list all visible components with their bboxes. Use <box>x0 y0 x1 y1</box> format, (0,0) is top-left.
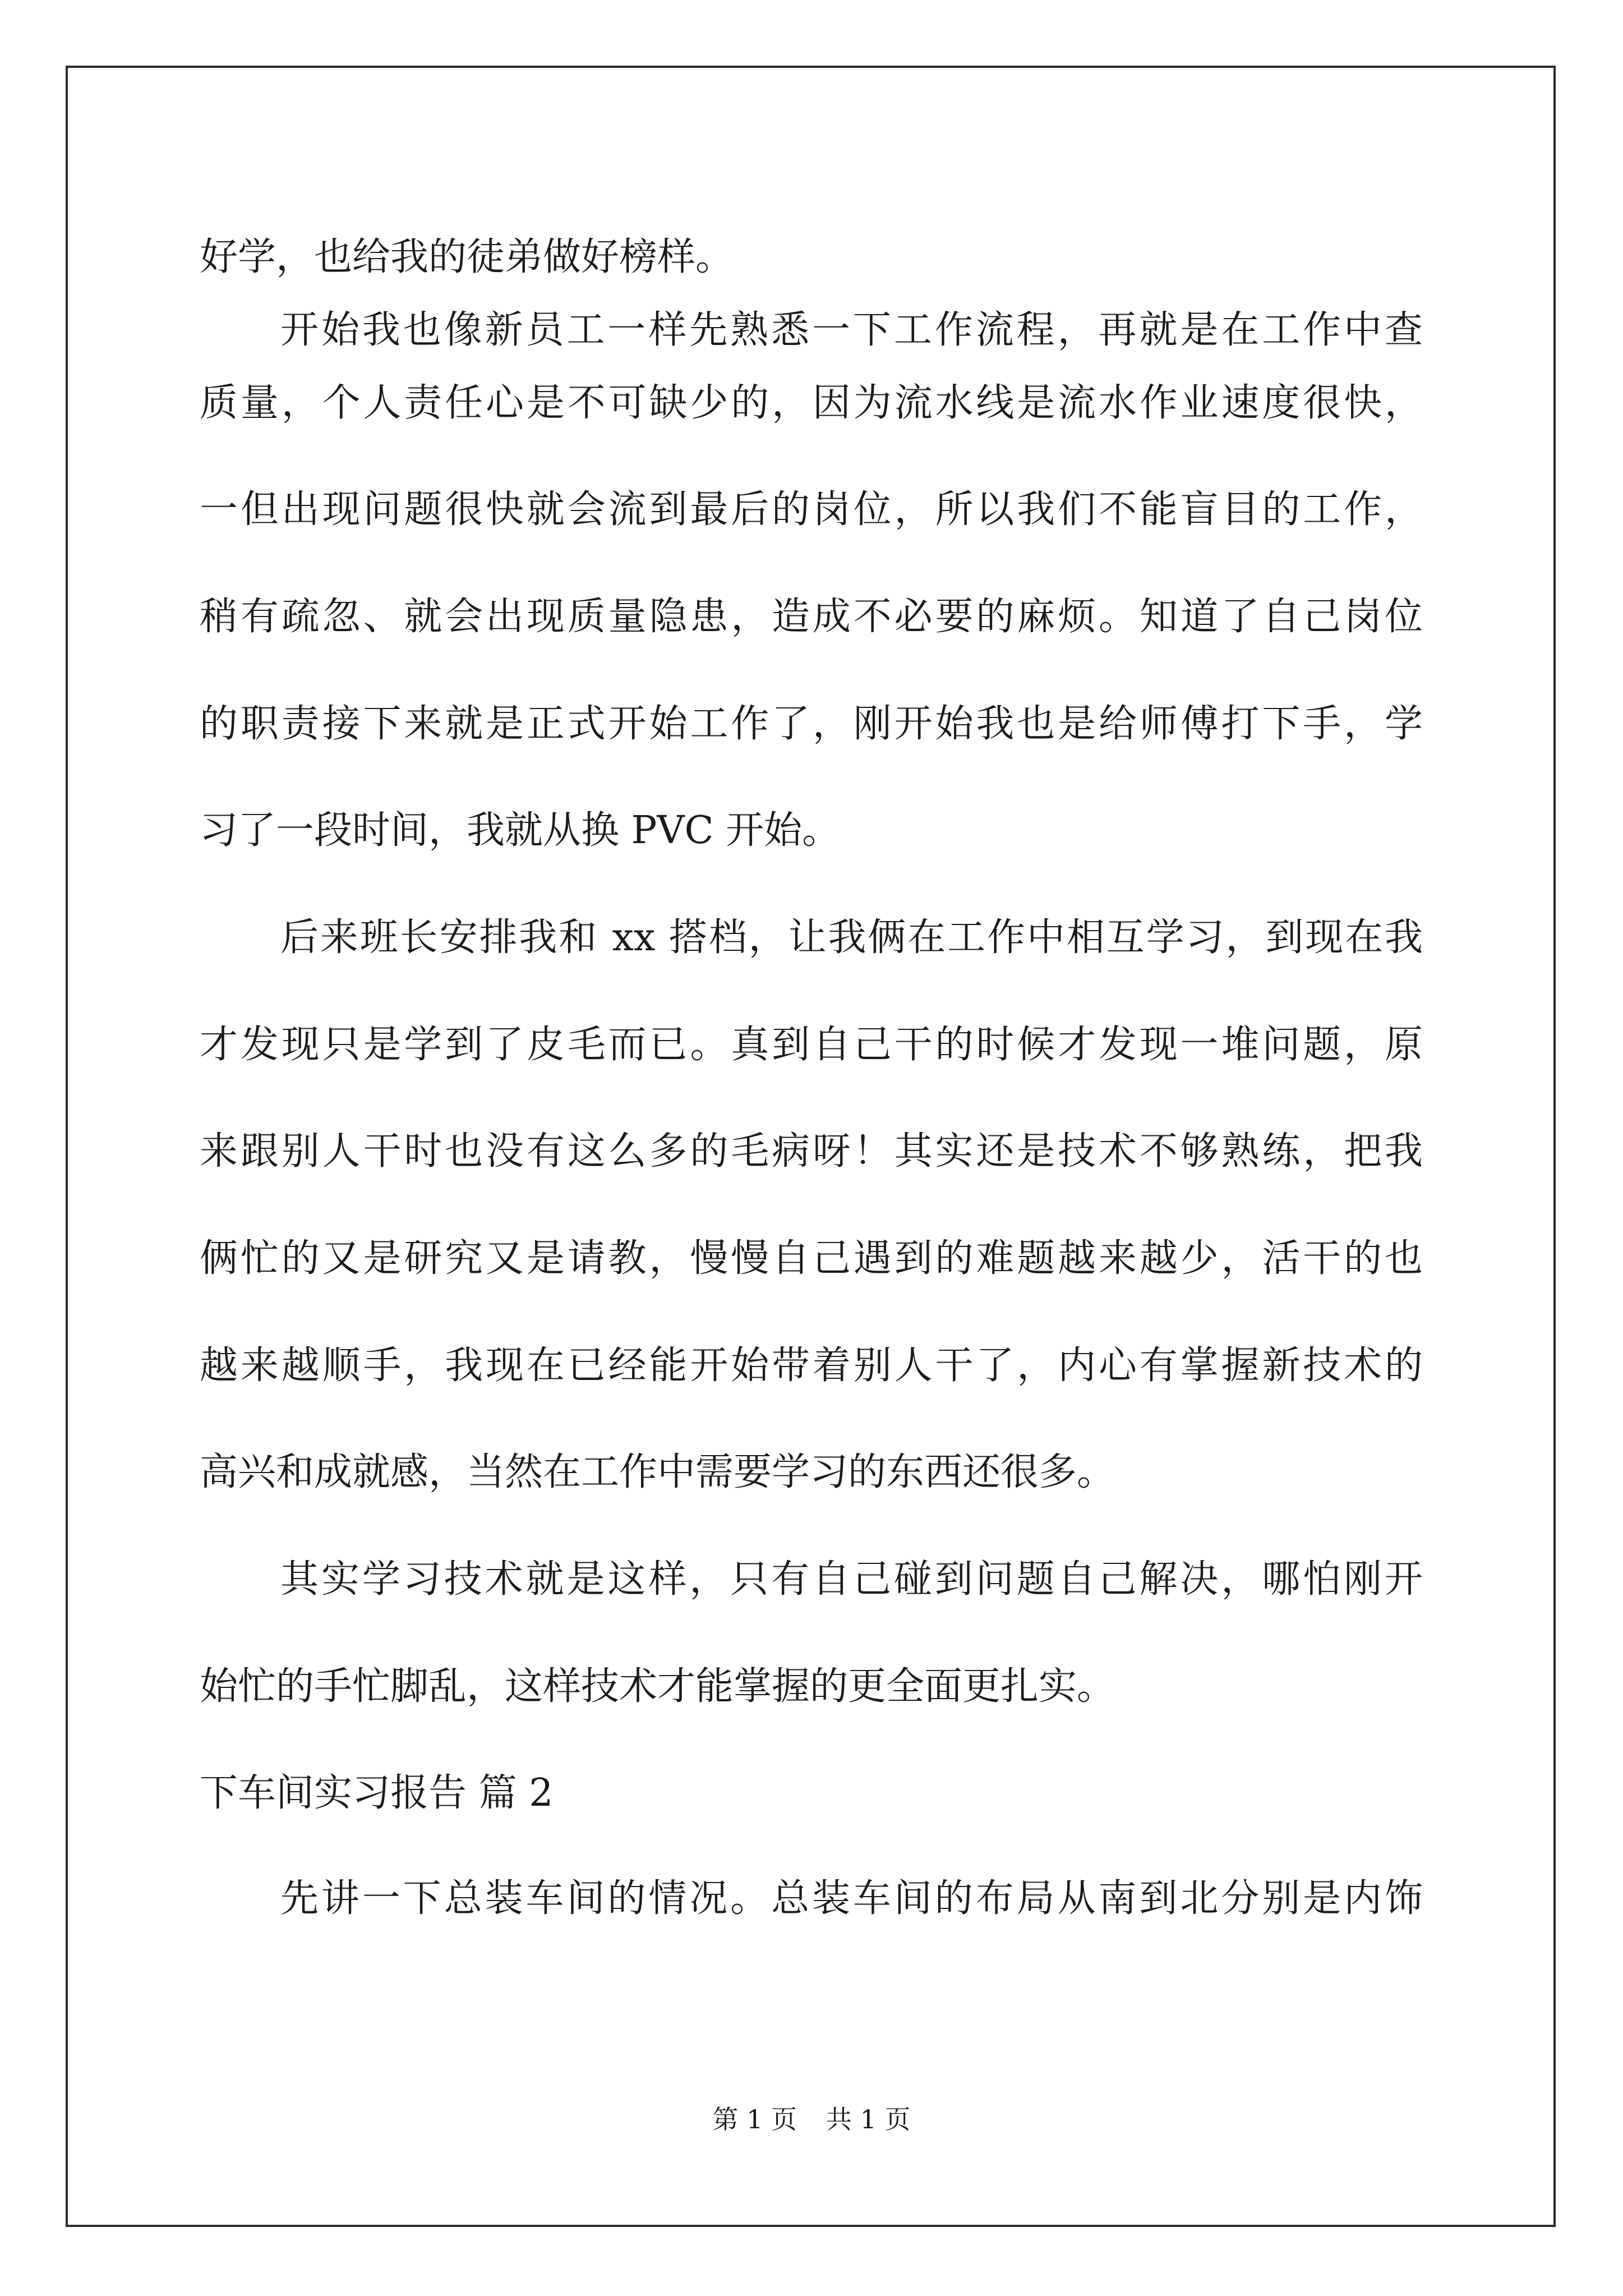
text-line: 好学，也给我的徒弟做好榜样。 <box>200 235 734 279</box>
text-line: 习了一段时间，我就从换 PVC 开始。 <box>200 808 841 853</box>
text-line: 一但出现问题很快就会流到最后的岗位，所以我们不能盲目的工作， <box>200 487 1423 532</box>
text-line: 质量，个人责任心是不可缺少的，因为流水线是流水作业速度很快， <box>200 381 1423 425</box>
text-line: 才发现只是学到了皮毛而已。真到自己干的时候才发现一堆问题，原 <box>200 1023 1423 1067</box>
text-line: 开始我也像新员工一样先熟悉一下工作流程，再就是在工作中查 <box>280 308 1423 352</box>
text-line: 俩忙的又是研究又是请教，慢慢自己遇到的难题越来越少，活干的也 <box>200 1236 1423 1281</box>
text-line: 高兴和成就感，当然在工作中需要学习的东西还很多。 <box>200 1450 1115 1494</box>
text-line: 先讲一下总装车间的情况。总装车间的布局从南到北分别是内饰 <box>280 1876 1423 1921</box>
text-line: 其实学习技术就是这样，只有自己碰到问题自己解决，哪怕刚开 <box>280 1557 1423 1602</box>
text-line: 来跟别人干时也没有这么多的毛病呀！其实还是技术不够熟练，把我 <box>200 1129 1423 1174</box>
text-line: 始忙的手忙脚乱，这样技术才能掌握的更全面更扎实。 <box>200 1664 1115 1709</box>
section-heading: 下车间实习报告 篇 2 <box>200 1771 554 1815</box>
page-total: 共 1 页 <box>826 2104 911 2134</box>
text-line: 越来越顺手，我现在已经能开始带着别人干了，内心有掌握新技术的 <box>200 1343 1423 1388</box>
page-number: 第 1 页 <box>712 2104 797 2134</box>
text-line: 的职责接下来就是正式开始工作了，刚开始我也是给师傅打下手，学 <box>200 702 1423 746</box>
text-line: 稍有疏忽、就会出现质量隐患，造成不必要的麻烦。知道了自己岗位 <box>200 595 1423 639</box>
page-footer <box>0 2099 1623 2136</box>
text-line: 后来班长安排我和 xx 搭档，让我俩在工作中相互学习，到现在我 <box>280 915 1423 960</box>
